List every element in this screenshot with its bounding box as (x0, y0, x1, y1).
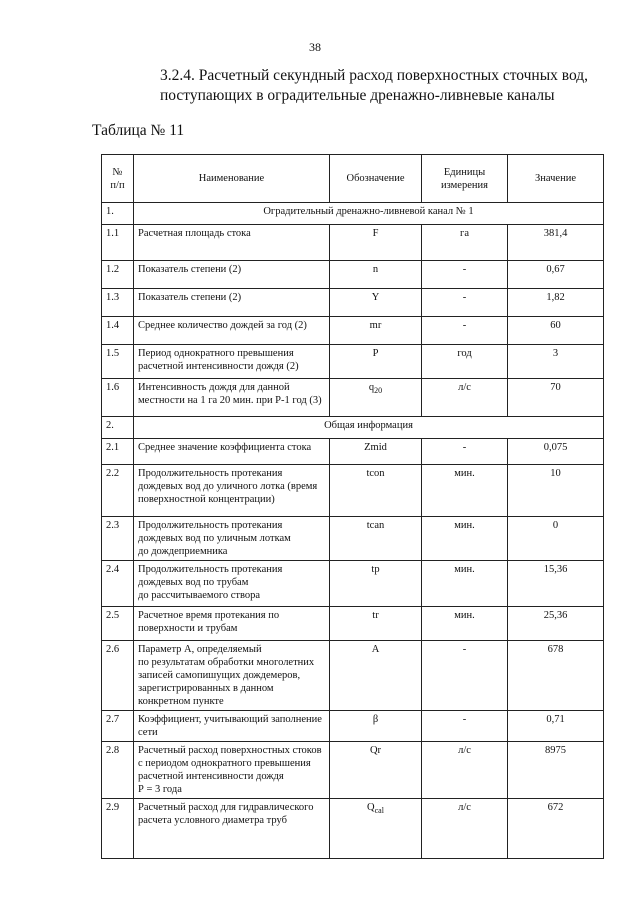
header-row (102, 155, 604, 203)
row-name-line: Параметр А, определяемый (138, 644, 262, 655)
row-num: 1.3 (102, 289, 134, 317)
row-name-line: Период однократного превышения (138, 348, 294, 359)
heading-line-1: 3.2.4. Расчетный секундный расход поверхностных сточных вод, (160, 67, 589, 84)
row-symbol: A (330, 641, 422, 711)
section-num: 1. (102, 203, 134, 225)
row-name (134, 799, 330, 859)
row-num: 1.1 (102, 225, 134, 261)
row-name-line: Расчетное время протекания по (138, 610, 280, 621)
row-num: 1.4 (102, 317, 134, 345)
heading-line-2: поступающих в оградительные дренажно-ливневые каналы (160, 87, 555, 104)
row-unit: мин. (422, 517, 508, 561)
row-name-line: дождевых вод до уличного лотка (время (138, 481, 318, 492)
row-unit: л/с (422, 742, 508, 799)
table-caption: Таблица № 11 (92, 122, 185, 139)
row-name-line: дождевых вод по трубам (138, 577, 249, 588)
row-name (134, 345, 330, 379)
row-unit: - (422, 289, 508, 317)
row-symbol: P (330, 345, 422, 379)
row-num: 1.5 (102, 345, 134, 379)
row-name-line: дождевых вод по уличным лоткам (138, 533, 291, 544)
row-num: 2.4 (102, 561, 134, 607)
row-symbol: F (330, 225, 422, 261)
row-symbol: β (330, 711, 422, 742)
row-num: 2.5 (102, 607, 134, 641)
table-row (102, 561, 604, 607)
row-name (134, 379, 330, 417)
row-name-line: зарегистрированных в данном (138, 683, 274, 694)
table-row (102, 607, 604, 641)
row-symbol: tcon (330, 465, 422, 517)
row-value: 0,71 (508, 711, 604, 742)
row-value: 60 (508, 317, 604, 345)
row-name (134, 225, 330, 261)
row-unit: - (422, 261, 508, 289)
table-row (102, 317, 604, 345)
row-name-line: расчетной интенсивности дождя (138, 771, 284, 782)
row-name (134, 439, 330, 465)
row-value: 0 (508, 517, 604, 561)
table-row (102, 225, 604, 261)
row-name (134, 317, 330, 345)
row-name (134, 742, 330, 799)
row-name-line: расчетной интенсивности дождя (2) (138, 361, 299, 372)
section-title: Оградительный дренажно-ливневой канал № 1 (134, 203, 604, 225)
row-name-line: Продолжительность протекания (138, 564, 283, 575)
row-name-line: Р = 3 года (138, 784, 182, 795)
row-num: 2.3 (102, 517, 134, 561)
row-name (134, 261, 330, 289)
row-name-line: Расчетный расход поверхностных стоков (138, 745, 322, 756)
row-name-line: Среднее значение коэффициента стока (138, 442, 312, 453)
row-unit: мин. (422, 561, 508, 607)
row-symbol: $q_{20}$ (330, 379, 422, 417)
row-symbol: mr (330, 317, 422, 345)
row-value: 70 (508, 379, 604, 417)
row-name-line: расчета условного диаметра труб (138, 815, 287, 826)
row-symbol: Qr (330, 742, 422, 799)
page-number: 38 (309, 40, 321, 54)
row-name-line: сети (138, 727, 158, 738)
table-row (102, 711, 604, 742)
row-symbol: $Q_{cal}$ (330, 799, 422, 859)
header-units: Единицы измерения (422, 155, 508, 203)
row-symbol: tr (330, 607, 422, 641)
row-name-line: до дождеприемника (138, 546, 228, 557)
row-unit: л/с (422, 379, 508, 417)
row-unit: - (422, 317, 508, 345)
row-value: 678 (508, 641, 604, 711)
row-name-line: Среднее количество дождей за год (2) (138, 320, 307, 331)
row-name-line: Коэффициент, учитывающий заполнение (138, 714, 322, 725)
row-name-line: по результатам обработки многолетних (138, 657, 315, 668)
row-name (134, 641, 330, 711)
row-name (134, 289, 330, 317)
row-value: 0,075 (508, 439, 604, 465)
row-name-line: Расчетный расход для гидравлического (138, 802, 314, 813)
row-name-line: записей самопишущих дождемеров, (138, 670, 301, 681)
row-name-line: с периодом однократного превышения (138, 758, 311, 769)
row-unit: год (422, 345, 508, 379)
table-row (102, 345, 604, 379)
row-value: 672 (508, 799, 604, 859)
row-value: 3 (508, 345, 604, 379)
row-num: 1.6 (102, 379, 134, 417)
row-unit: - (422, 641, 508, 711)
row-num: 1.2 (102, 261, 134, 289)
row-name-line: Показатель степени (2) (138, 292, 242, 303)
row-symbol: n (330, 261, 422, 289)
row-value: 1,82 (508, 289, 604, 317)
table-row (102, 517, 604, 561)
row-unit: га (422, 225, 508, 261)
row-value: 8975 (508, 742, 604, 799)
table-row (102, 799, 604, 859)
row-num: 2.1 (102, 439, 134, 465)
row-value: 0,67 (508, 261, 604, 289)
section-num: 2. (102, 417, 134, 439)
section-row-1 (102, 203, 604, 225)
row-name-line: до рассчитываемого створа (138, 590, 261, 601)
row-name (134, 607, 330, 641)
table-row (102, 289, 604, 317)
section-row-2 (102, 417, 604, 439)
row-unit: мин. (422, 607, 508, 641)
row-name-line: Интенсивность дождя для данной (138, 382, 290, 393)
row-num: 2.7 (102, 711, 134, 742)
table-row (102, 465, 604, 517)
row-name-line: Показатель степени (2) (138, 264, 242, 275)
row-num: 2.2 (102, 465, 134, 517)
header-num: № п/п (102, 155, 134, 203)
row-value: 381,4 (508, 225, 604, 261)
row-name (134, 465, 330, 517)
row-unit: - (422, 711, 508, 742)
row-symbol: tcan (330, 517, 422, 561)
table-row (102, 742, 604, 799)
row-unit: л/с (422, 799, 508, 859)
section-title: Общая информация (134, 417, 604, 439)
row-name-line: Продолжительность протекания (138, 520, 283, 531)
row-symbol: Zmid (330, 439, 422, 465)
row-name (134, 711, 330, 742)
section-heading (160, 66, 600, 106)
row-name-line: Продолжительность протекания (138, 468, 283, 479)
row-symbol: tp (330, 561, 422, 607)
row-name-line: поверхностной концентрации) (138, 494, 275, 505)
row-symbol: Y (330, 289, 422, 317)
row-name-line: местности на 1 га 20 мин. при Р-1 год (3) (138, 395, 322, 406)
table-row (102, 641, 604, 711)
row-value: 15,36 (508, 561, 604, 607)
data-table (101, 154, 604, 859)
row-unit: мин. (422, 465, 508, 517)
row-name-line: Расчетная площадь стока (138, 228, 251, 239)
row-name (134, 517, 330, 561)
row-value: 10 (508, 465, 604, 517)
row-value: 25,36 (508, 607, 604, 641)
table-row (102, 261, 604, 289)
row-unit: - (422, 439, 508, 465)
header-name: Наименование (134, 155, 330, 203)
row-name-line: поверхности и трубам (138, 623, 238, 634)
row-num: 2.6 (102, 641, 134, 711)
table-row (102, 439, 604, 465)
row-name (134, 561, 330, 607)
header-value: Значение (508, 155, 604, 203)
table-row (102, 379, 604, 417)
row-num: 2.9 (102, 799, 134, 859)
row-num: 2.8 (102, 742, 134, 799)
header-symbol: Обозначение (330, 155, 422, 203)
row-name-line: конкретном пункте (138, 696, 224, 707)
